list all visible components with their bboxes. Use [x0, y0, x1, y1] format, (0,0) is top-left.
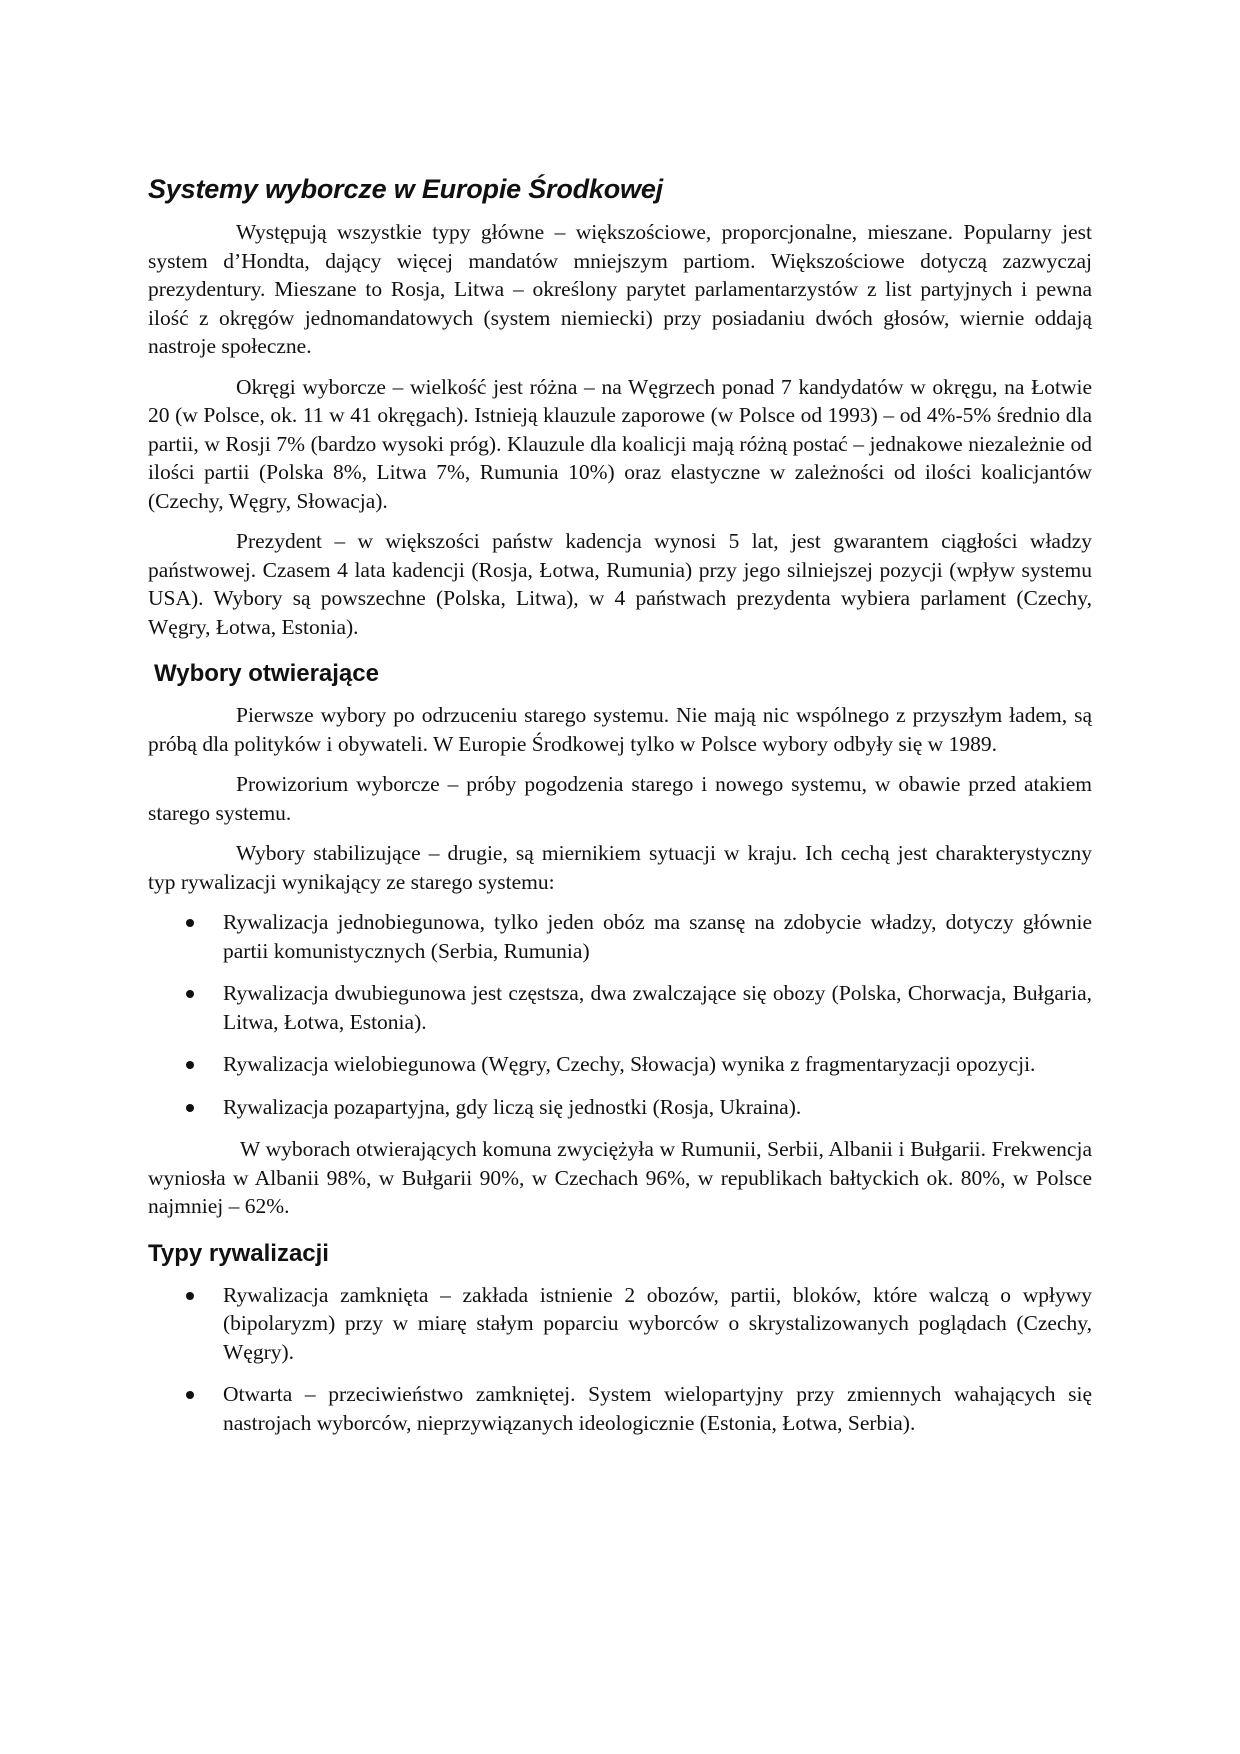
list-item	[148, 979, 1092, 1036]
list-item	[148, 1050, 1092, 1079]
intro-paragraph-2: Okręgi wyborcze – wielkość jest różna – na Węgrzech ponad 7 kandydatów w okręgu, na Łotwie 20 (w Polsce, ok. 11 w 41 okręgach). Istnieją klauzule zaporowe (w Polsce od 1993) – od 4%-5% średnio dla partii, w Rosji 7% (bardzo wysoki próg). Klauzule dla koalicji mają różną postać – jednakowe niezależnie od ilości partii (Polska 8%, Litwa 7%, Rumunia 10%) oraz elastyczne w zależności od ilości koalicjantów (Czechy, Węgry, Słowacja).	[148, 374, 1092, 513]
section-heading-opening-elections: Wybory otwierające	[154, 660, 379, 687]
intro-paragraph-3: Prezydent – w większości państw kadencja wynosi 5 lat, jest gwarantem ciągłości władzy państwowej. Czasem 4 lata kadencji (Rosja, Łotwa, Rumunia) przy jego silniejszej pozycji (wpływ systemu USA). Wybory są powszechne (Polska, Litwa), w 4 państwach prezydenta wybiera parlament (Czechy, Węgry, Łotwa, Estonia).	[148, 529, 1092, 639]
document-title: Systemy wyborcze w Europie Środkowej	[148, 174, 663, 204]
section1-paragraph-2: Prowizorium wyborcze – próby pogodzenia starego i nowego systemu, w obawie przed atakiem starego systemu.	[148, 772, 1092, 825]
bullet-icon	[186, 990, 194, 998]
list-item	[148, 1380, 1092, 1437]
list-item	[148, 1093, 1092, 1122]
list-item	[148, 908, 1092, 965]
section1-paragraph-1: Pierwsze wybory po odrzuceniu starego systemu. Nie mają nic wspólnego z przyszłym ładem, są próbą dla polityków i obywateli. W Europie Środkowej tylko w Polsce wybory odbyły się w 1989.	[148, 703, 1092, 756]
intro-paragraph-1: Występują wszystkie typy główne – większościowe, proporcjonalne, mieszane. Popularny jest system d’Hondta, dający więcej mandatów mniejszym partiom. Większościowe dotyczą zazwyczaj prezydentury. Mieszane to Rosja, Litwa – określony parytet parlamentarzystów z list partyjnych i pewna ilość z okręgów jednomandatowych (system niemiecki) przy posiadaniu dwóch głosów, wiernie oddają nastroje społeczne.	[148, 220, 1092, 358]
bullet-icon	[186, 1104, 194, 1112]
list-item-text: Rywalizacja jednobiegunowa, tylko jeden obóz ma szansę na zdobycie władzy, dotyczy głównie partii komunistycznych (Serbia, Rumunia)	[223, 910, 1092, 963]
document-body	[148, 172, 1092, 1451]
bullet-icon	[186, 919, 194, 927]
list-item-text: Rywalizacja zamknięta – zakłada istnienie 2 obozów, partii, bloków, które walczą o wpływy (bipolaryzm) przy w miarę stałym poparciu wyborców o skrystalizowanych poglądach (Czechy, Węgry).	[223, 1282, 1092, 1364]
list-item-text: Rywalizacja dwubiegunowa jest częstsza, dwa zwalczające się obozy (Polska, Chorwacja, Bułgaria, Litwa, Łotwa, Estonia).	[223, 981, 1092, 1034]
section2-bullet-list	[148, 1281, 1092, 1438]
section1-paragraph-3: Wybory stabilizujące – drugie, są miernikiem sytuacji w kraju. Ich cechą jest charakterystyczny typ rywalizacji wynikający ze starego systemu:	[148, 841, 1092, 894]
bullet-icon	[186, 1391, 194, 1399]
bullet-icon	[186, 1292, 194, 1300]
list-item	[148, 1281, 1092, 1367]
section1-closing-paragraph: W wyborach otwierających komuna zwyciężyła w Rumunii, Serbii, Albanii i Bułgarii. Frekwencja wyniosła w Albanii 98%, w Bułgarii 90%, w Czechach 96%, w republikach bałtyckich ok. 80%, w Polsce najmniej – 62%.	[148, 1137, 1092, 1218]
section-heading-competition-types: Typy rywalizacji	[148, 1239, 329, 1267]
bullet-icon	[186, 1061, 194, 1069]
section1-bullet-list	[148, 908, 1092, 1121]
list-item-text: Rywalizacja pozapartyjna, gdy liczą się jednostki (Rosja, Ukraina).	[223, 1094, 802, 1119]
list-item-text: Otwarta – przeciwieństwo zamkniętej. System wielopartyjny przy zmiennych wahających się nastrojach wyborców, nieprzywiązanych ideologicznie (Estonia, Łotwa, Serbia).	[223, 1382, 1092, 1435]
list-item-text: Rywalizacja wielobiegunowa (Węgry, Czechy, Słowacja) wynika z fragmentaryzacji opozycji.	[223, 1052, 1036, 1076]
